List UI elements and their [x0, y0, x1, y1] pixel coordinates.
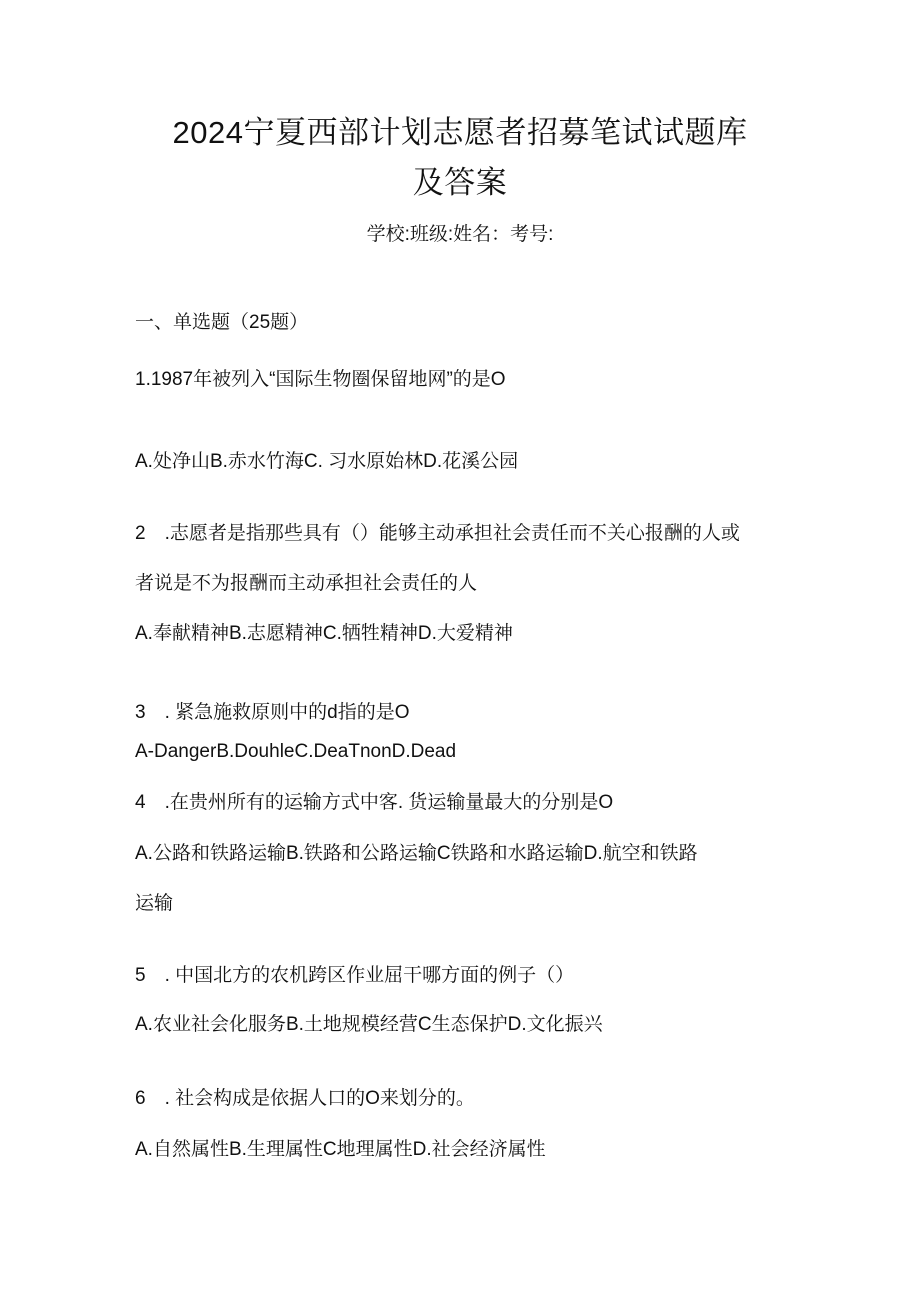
document-title-line1: 2024宁夏西部计划志愿者招募笔试试题库 — [172, 115, 748, 150]
section-heading: 一、单选题（25题） — [135, 312, 309, 333]
question-5: 5 . 中国北方的农机跨区作业屈干哪方面的例子（） — [135, 965, 575, 986]
question-4: 4 .在贵州所有的运输方式中客. 货运输量最大的分别是O — [135, 792, 614, 813]
question-1-options: A.处净山B.赤水竹海C. 习水原始林D.花溪公园 — [135, 451, 519, 472]
question-3-options: A-DangerB.DouhleC.DeaTnonD.Dead — [135, 741, 457, 762]
question-6-options: A.自然属性B.生理属性C地理属性D.社会经济属性 — [135, 1139, 546, 1160]
question-5-options: A.农业社会化服务B.土地规模经营C生态保护D.文化振兴 — [135, 1014, 603, 1035]
question-2-options: A.奉献精神B.志愿精神C.牺牲精神D.大爱精神 — [135, 623, 513, 644]
question-3: 3 . 紧急施救原则中的d指的是O — [135, 702, 410, 723]
question-2: 2 .志愿者是指那些具有（）能够主动承担社会责任而不关心报酬的人或 — [135, 523, 740, 544]
question-4-options-continued: 运输 — [135, 893, 174, 914]
student-info-line: 学校:班级:姓名：考号: — [366, 224, 554, 245]
question-1: 1.1987年被列入“国际生物圈保留地网”的是O — [135, 369, 506, 390]
document-title-line2: 及答案 — [412, 165, 508, 200]
question-4-options: A.公路和铁路运输B.铁路和公路运输C铁路和水路运输D.航空和铁路 — [135, 843, 698, 864]
question-6: 6 . 社会构成是依据人口的O来划分的。 — [135, 1088, 475, 1109]
question-2-continued: 者说是不为报酬而主动承担社会责任的人 — [135, 573, 478, 594]
